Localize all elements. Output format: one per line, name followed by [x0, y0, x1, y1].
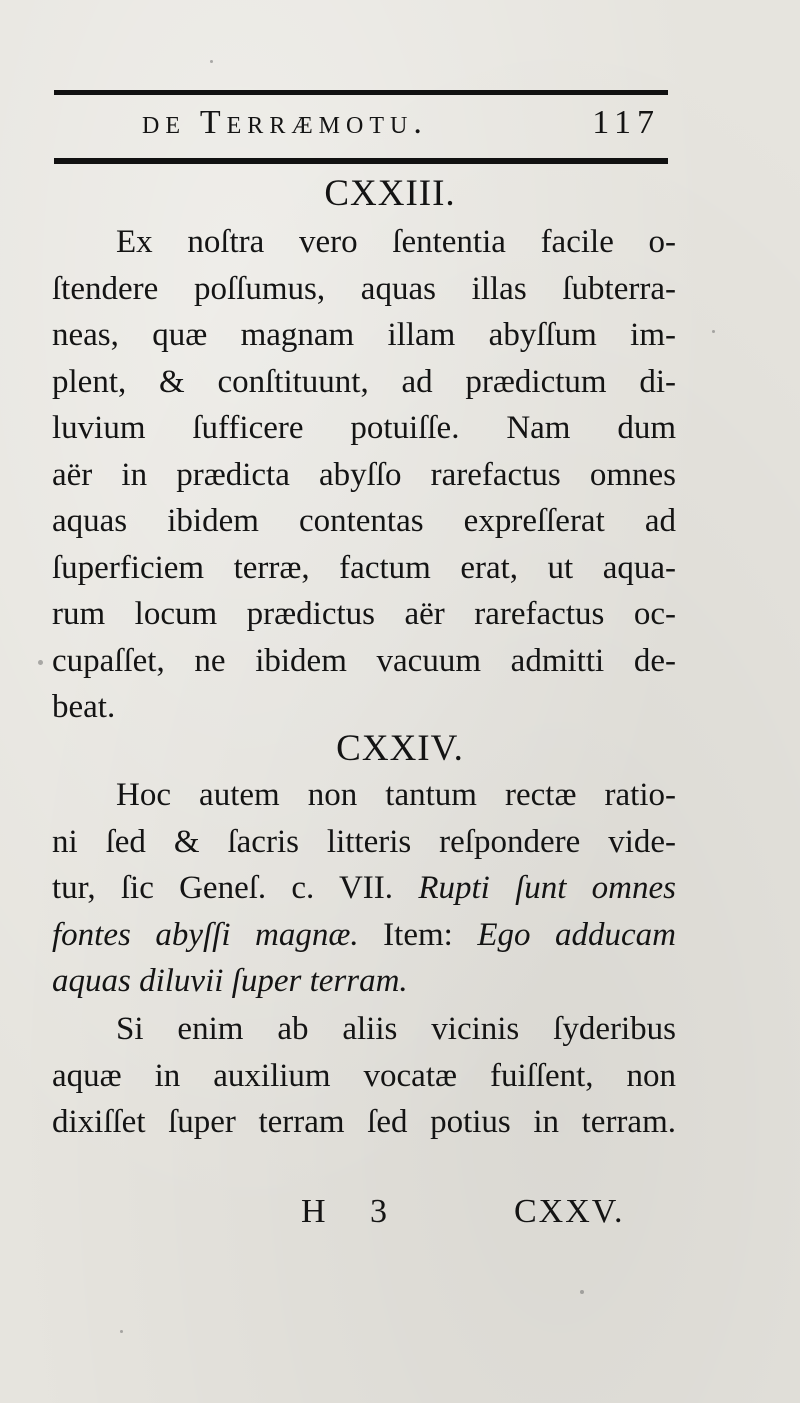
- italic-quotation: aquas diluvii ſuper terram.: [52, 963, 408, 999]
- header-rule-bottom: [54, 158, 668, 164]
- text-line: [52, 958, 676, 1005]
- page-footer: [0, 1193, 800, 1243]
- signature-mark: H 3: [301, 1193, 406, 1230]
- text-line: [52, 912, 676, 959]
- text-run: Item:: [383, 916, 453, 953]
- text-line: Si enim ab aliis vicinis ſyderibus: [116, 1011, 676, 1047]
- paper-speck: [38, 660, 43, 665]
- text-line: [52, 865, 676, 912]
- text-run: tur, ſic Geneſ. c. VII.: [52, 870, 394, 906]
- italic-quotation: Rupti ſunt omnes: [418, 870, 676, 906]
- paper-speck: [120, 1330, 123, 1333]
- text-line: luvium ſufficere potuiſſe. Nam dum: [52, 410, 676, 446]
- text-line: Hoc autem non tantum rectæ ratio-: [116, 777, 676, 813]
- text-line: neas, quæ magnam illam abyſſum im-: [52, 317, 676, 353]
- text-line: dixiſſet ſuper terram ſed potius in terram.: [52, 1104, 676, 1140]
- paragraph-cxxiv-continued: [52, 1006, 676, 1146]
- text-line: aër in prædicta abyſſo rarefactus omnes: [52, 456, 676, 493]
- paragraph-cxxiii: [52, 219, 676, 731]
- text-line: ſuperficiem terræ, factum erat, ut aqua-: [52, 549, 676, 586]
- paper-speck: [712, 330, 715, 333]
- text-line: ni ſed & ſacris litteris reſpondere vide-: [52, 823, 676, 860]
- text-line: Ex noſtra vero ſententia facile o-: [116, 224, 676, 260]
- running-head: [54, 104, 668, 154]
- italic-quotation: Ego adducam: [477, 916, 677, 953]
- italic-quotation: fontes abyſſi magnæ.: [52, 916, 359, 953]
- paper-speck: [580, 1290, 584, 1294]
- running-title: de Terræmotu.: [142, 104, 428, 141]
- text-line: rum locum prædictus aër rarefactus oc-: [52, 596, 676, 632]
- text-line: aquæ in auxilium vocatæ fuiſſent, non: [52, 1057, 676, 1094]
- section-heading-cxxiii: CXXIII.: [324, 173, 456, 214]
- section-heading-cxxiv: CXXIV.: [336, 728, 464, 769]
- paper-speck: [210, 60, 213, 63]
- header-rule-top: [54, 90, 668, 95]
- text-line: beat.: [52, 689, 116, 725]
- text-line: cupaſſet, ne ibidem vacuum admitti de-: [52, 642, 676, 679]
- text-line: plent, & conſtituunt, ad prædictum di-: [52, 363, 676, 400]
- paragraph-cxxiv: [52, 772, 676, 1005]
- text-line: ſtendere poſſumus, aquas illas ſubterra-: [52, 270, 676, 307]
- text-line: aquas ibidem contentas expreſſerat ad: [52, 503, 676, 539]
- page-number: 117: [592, 104, 660, 141]
- catchword: CXXV.: [514, 1193, 625, 1230]
